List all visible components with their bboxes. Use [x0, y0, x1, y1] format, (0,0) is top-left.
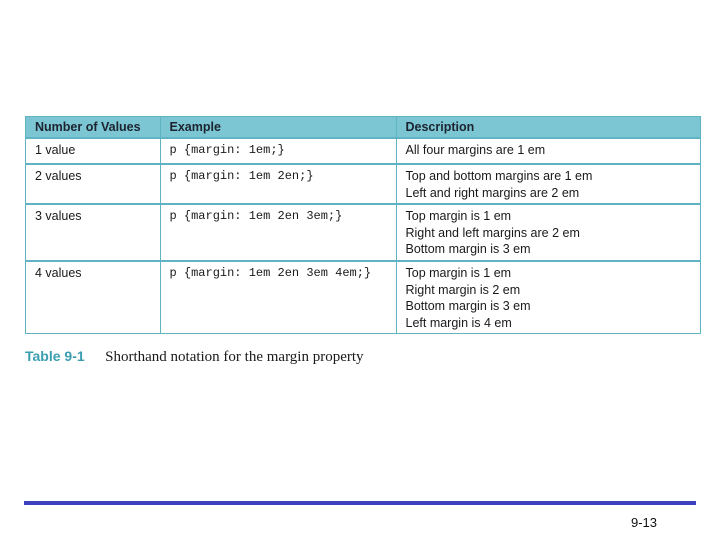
header-number-of-values: Number of Values: [26, 117, 160, 138]
description-line: Left and right margins are 2 em: [405, 185, 580, 200]
table-row: [26, 261, 700, 333]
description-cell: [396, 164, 700, 204]
description-line: Top and bottom margins are 1 em: [405, 169, 593, 183]
example-cell: p {margin: 1em 2en 3em 4em;}: [160, 261, 396, 333]
page-number: 9-13: [631, 515, 658, 530]
description-line: Left margin is 4 em: [405, 315, 512, 330]
example-cell: p {margin: 1em;}: [160, 138, 396, 164]
count-cell: 3 values: [26, 204, 160, 261]
description-cell: [396, 204, 700, 261]
header-example: Example: [160, 117, 396, 138]
footer-rule: [24, 501, 696, 505]
example-cell: p {margin: 1em 2en 3em;}: [160, 204, 396, 261]
description-line: Right and left margins are 2 em: [405, 225, 580, 240]
example-cell: p {margin: 1em 2en;}: [160, 164, 396, 204]
description-cell: [396, 261, 700, 333]
margin-shorthand-table: [25, 116, 701, 334]
description-line: All four margins are 1 em: [405, 143, 546, 157]
description-cell: [396, 138, 700, 164]
table-row: [26, 164, 700, 204]
description-line: Top margin is 1 em: [405, 266, 512, 280]
header-description: Description: [396, 117, 700, 138]
count-cell: 1 value: [26, 138, 160, 164]
table-row: [26, 204, 700, 261]
count-cell: 4 values: [26, 261, 160, 333]
table-header-row: [26, 117, 700, 138]
caption-text: Shorthand notation for the margin property: [105, 349, 364, 365]
table-caption: [25, 348, 364, 366]
description-line: Bottom margin is 3 em: [405, 242, 531, 256]
description-line: Top margin is 1 em: [405, 209, 512, 223]
count-cell: 2 values: [26, 164, 160, 204]
table: [26, 117, 700, 333]
description-line: Bottom margin is 3 em: [405, 299, 531, 313]
table-row: [26, 138, 700, 164]
description-line: Right margin is 2 em: [405, 282, 521, 297]
caption-label: Table 9-1: [25, 348, 85, 364]
